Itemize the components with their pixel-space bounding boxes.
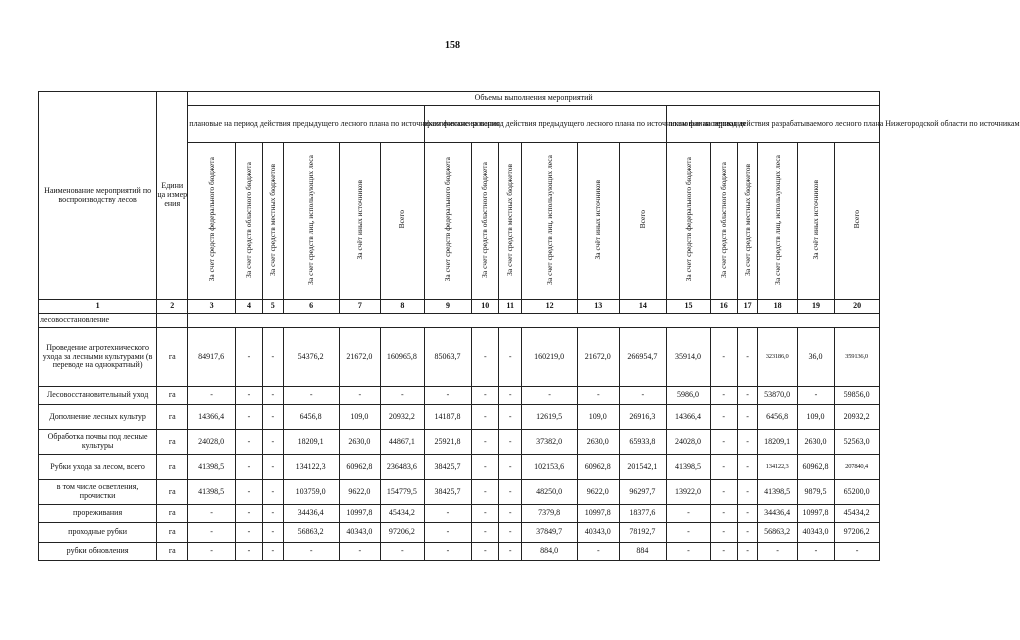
table-row bbox=[39, 387, 880, 405]
column-number: 4 bbox=[235, 300, 262, 314]
row-activity-name: рубки обновления bbox=[39, 543, 157, 561]
table-row bbox=[39, 405, 880, 430]
table-cell: - bbox=[188, 387, 236, 405]
table-cell: 65200,0 bbox=[835, 480, 880, 505]
table-cell: 53870,0 bbox=[758, 387, 797, 405]
table-cell: 134122,3 bbox=[283, 455, 339, 480]
table-cell: - bbox=[710, 523, 737, 543]
table-cell: - bbox=[499, 405, 522, 430]
column-number: 15 bbox=[667, 300, 711, 314]
table-cell: 134122,3 bbox=[758, 455, 797, 480]
table-cell: - bbox=[499, 523, 522, 543]
column-number-row bbox=[39, 300, 880, 314]
header-volumes: Объемы выполнения мероприятий bbox=[188, 92, 880, 106]
table-cell: - bbox=[710, 455, 737, 480]
column-number: 9 bbox=[424, 300, 472, 314]
table-cell: 18209,1 bbox=[283, 430, 339, 455]
table-cell: - bbox=[283, 543, 339, 561]
row-activity-name: Дополнение лесных культур bbox=[39, 405, 157, 430]
row-unit: га bbox=[157, 523, 188, 543]
table-cell: - bbox=[710, 505, 737, 523]
table-cell: 24028,0 bbox=[188, 430, 236, 455]
table-cell: - bbox=[262, 505, 283, 523]
table-cell: - bbox=[710, 543, 737, 561]
column-number: 16 bbox=[710, 300, 737, 314]
table-cell: - bbox=[235, 543, 262, 561]
table-cell: 48250,0 bbox=[522, 480, 578, 505]
table-cell: 2630,0 bbox=[797, 430, 834, 455]
table-cell: - bbox=[235, 505, 262, 523]
table-cell: - bbox=[710, 328, 737, 387]
column-number: 13 bbox=[578, 300, 619, 314]
table-cell: 12619,5 bbox=[522, 405, 578, 430]
table-cell: - bbox=[339, 387, 380, 405]
header-activity-name: Наименование мероприятий по воспроизводству лесов bbox=[39, 92, 157, 300]
table-cell: - bbox=[667, 505, 711, 523]
column-number: 5 bbox=[262, 300, 283, 314]
column-number: 7 bbox=[339, 300, 380, 314]
table-cell: - bbox=[472, 543, 499, 561]
column-number: 6 bbox=[283, 300, 339, 314]
table-cell: - bbox=[737, 480, 758, 505]
table-cell: 109,0 bbox=[339, 405, 380, 430]
table-cell: - bbox=[472, 430, 499, 455]
row-activity-name: в том числе осветления, прочистки bbox=[39, 480, 157, 505]
column-number: 8 bbox=[381, 300, 425, 314]
table-cell: - bbox=[667, 523, 711, 543]
table-cell: - bbox=[283, 387, 339, 405]
header-source-other: За счёт иных источников bbox=[578, 143, 619, 300]
reforestation-table bbox=[38, 91, 1020, 561]
table-cell: - bbox=[667, 543, 711, 561]
table-cell: 10997,8 bbox=[797, 505, 834, 523]
table-cell: 41398,5 bbox=[758, 480, 797, 505]
table-cell: - bbox=[235, 523, 262, 543]
table-cell: - bbox=[235, 480, 262, 505]
table-cell: - bbox=[262, 543, 283, 561]
table-cell: - bbox=[424, 523, 472, 543]
row-activity-name: Обработка почвы под лесные культуры bbox=[39, 430, 157, 455]
table-cell: - bbox=[737, 387, 758, 405]
table-cell: 45434,2 bbox=[835, 505, 880, 523]
row-unit: га bbox=[157, 387, 188, 405]
header-group-planned-new: плановые на период действия разрабатываемого лесного плана Нижегородской области по источникам bbox=[667, 106, 880, 143]
section-label: лесовосстановление bbox=[39, 314, 157, 328]
table-row bbox=[39, 543, 880, 561]
column-number: 20 bbox=[835, 300, 880, 314]
table-cell: - bbox=[737, 543, 758, 561]
table-row bbox=[39, 455, 880, 480]
table-cell: - bbox=[262, 480, 283, 505]
table-cell: 18377,6 bbox=[619, 505, 667, 523]
table-cell: 85063,7 bbox=[424, 328, 472, 387]
row-activity-name: Лесовосстановительный уход bbox=[39, 387, 157, 405]
header-group-actual-prev: фактические за период действия предыдущего лесного плана по источникам финансирования bbox=[424, 106, 667, 143]
table-cell: - bbox=[499, 505, 522, 523]
table-cell: 37382,0 bbox=[522, 430, 578, 455]
table-cell: 41398,5 bbox=[188, 455, 236, 480]
section-row bbox=[39, 314, 880, 328]
table-cell: - bbox=[619, 387, 667, 405]
table-cell: - bbox=[737, 328, 758, 387]
table-cell: 109,0 bbox=[797, 405, 834, 430]
table-wrapper bbox=[38, 91, 1020, 561]
column-number: 17 bbox=[737, 300, 758, 314]
table-cell: 96297,7 bbox=[619, 480, 667, 505]
table-cell: - bbox=[235, 387, 262, 405]
row-unit: га bbox=[157, 505, 188, 523]
row-unit: га bbox=[157, 543, 188, 561]
table-body bbox=[39, 300, 880, 561]
table-cell: - bbox=[710, 480, 737, 505]
header-source-regional: За счет средств областного бюджета bbox=[235, 143, 262, 300]
row-unit: га bbox=[157, 405, 188, 430]
table-cell: - bbox=[472, 328, 499, 387]
column-number: 18 bbox=[758, 300, 797, 314]
header-source-forest-users: За счет средств лиц, использующих леса bbox=[283, 143, 339, 300]
table-cell: 41398,5 bbox=[188, 480, 236, 505]
row-unit: га bbox=[157, 455, 188, 480]
table-cell: 65933,8 bbox=[619, 430, 667, 455]
table-cell: - bbox=[499, 328, 522, 387]
table-cell: 40343,0 bbox=[339, 523, 380, 543]
table-cell: - bbox=[710, 430, 737, 455]
header-source-local: За счет средств местных бюджетов bbox=[499, 143, 522, 300]
column-number: 1 bbox=[39, 300, 157, 314]
table-row bbox=[39, 480, 880, 505]
header-source-total: Всего bbox=[619, 143, 667, 300]
table-cell: 97206,2 bbox=[835, 523, 880, 543]
table-cell: 97206,2 bbox=[381, 523, 425, 543]
table-cell: - bbox=[262, 387, 283, 405]
table-cell: 236483,6 bbox=[381, 455, 425, 480]
table-cell: 266954,7 bbox=[619, 328, 667, 387]
row-unit: га bbox=[157, 328, 188, 387]
table-cell: - bbox=[262, 523, 283, 543]
table-cell: - bbox=[424, 543, 472, 561]
table-cell: - bbox=[188, 505, 236, 523]
header-source-total: Всего bbox=[381, 143, 425, 300]
table-cell: - bbox=[235, 405, 262, 430]
table-cell: - bbox=[499, 430, 522, 455]
table-cell: 9879,5 bbox=[797, 480, 834, 505]
table-cell: 56863,2 bbox=[283, 523, 339, 543]
table-cell: 38425,7 bbox=[424, 480, 472, 505]
table-cell: 38425,7 bbox=[424, 455, 472, 480]
table-cell: 35914,0 bbox=[667, 328, 711, 387]
table-cell: - bbox=[381, 387, 425, 405]
table-cell: 359136,0 bbox=[835, 328, 880, 387]
table-cell: - bbox=[472, 455, 499, 480]
table-cell: - bbox=[424, 387, 472, 405]
table-cell: - bbox=[522, 387, 578, 405]
table-cell: 78192,7 bbox=[619, 523, 667, 543]
table-cell: 9622,0 bbox=[578, 480, 619, 505]
row-activity-name: прореживания bbox=[39, 505, 157, 523]
header-source-federal: За счет средств федерального бюджета bbox=[188, 143, 236, 300]
table-cell: - bbox=[737, 405, 758, 430]
table-cell: 6456,8 bbox=[758, 405, 797, 430]
header-unit: Едини ца измер ения bbox=[157, 92, 188, 300]
table-cell: 207840,4 bbox=[835, 455, 880, 480]
table-cell: - bbox=[737, 455, 758, 480]
table-cell: - bbox=[737, 523, 758, 543]
table-cell: - bbox=[235, 328, 262, 387]
header-source-regional: За счет средств областного бюджета bbox=[472, 143, 499, 300]
table-row bbox=[39, 328, 880, 387]
header-source-forest-users: За счет средств лиц, использующих леса bbox=[522, 143, 578, 300]
table-cell: - bbox=[424, 505, 472, 523]
table-cell: 14366,4 bbox=[188, 405, 236, 430]
column-number: 10 bbox=[472, 300, 499, 314]
table-cell: - bbox=[472, 480, 499, 505]
table-cell: 109,0 bbox=[578, 405, 619, 430]
table-row bbox=[39, 430, 880, 455]
table-cell: - bbox=[499, 387, 522, 405]
table-cell: 102153,6 bbox=[522, 455, 578, 480]
table-cell: 10997,8 bbox=[339, 505, 380, 523]
table-cell: - bbox=[235, 430, 262, 455]
header-source-federal: За счет средств федерального бюджета bbox=[424, 143, 472, 300]
table-cell: 40343,0 bbox=[578, 523, 619, 543]
row-activity-name: проходные рубки bbox=[39, 523, 157, 543]
table-cell: 13922,0 bbox=[667, 480, 711, 505]
table-cell: 7379,8 bbox=[522, 505, 578, 523]
table-cell: 60962,8 bbox=[578, 455, 619, 480]
table-cell: - bbox=[262, 328, 283, 387]
table-cell: - bbox=[499, 480, 522, 505]
table-cell: 54376,2 bbox=[283, 328, 339, 387]
table-row bbox=[39, 505, 880, 523]
table-cell: 44867,1 bbox=[381, 430, 425, 455]
table-cell: - bbox=[797, 543, 834, 561]
table-cell: - bbox=[737, 505, 758, 523]
column-number: 3 bbox=[188, 300, 236, 314]
row-unit: га bbox=[157, 430, 188, 455]
table-cell: - bbox=[710, 387, 737, 405]
table-cell: - bbox=[262, 455, 283, 480]
table-cell: - bbox=[472, 387, 499, 405]
table-cell: - bbox=[472, 405, 499, 430]
table-cell: 14187,8 bbox=[424, 405, 472, 430]
table-cell: - bbox=[578, 387, 619, 405]
table-cell: 10997,8 bbox=[578, 505, 619, 523]
column-number: 12 bbox=[522, 300, 578, 314]
table-cell: - bbox=[499, 455, 522, 480]
table-cell: 25921,8 bbox=[424, 430, 472, 455]
row-unit: га bbox=[157, 480, 188, 505]
table-cell: - bbox=[758, 543, 797, 561]
table-cell: 52563,0 bbox=[835, 430, 880, 455]
table-cell: 34436,4 bbox=[283, 505, 339, 523]
table-cell: 2630,0 bbox=[578, 430, 619, 455]
table-cell: 60962,8 bbox=[797, 455, 834, 480]
table-cell: 14366,4 bbox=[667, 405, 711, 430]
header-source-total: Всего bbox=[835, 143, 880, 300]
table-cell: 160219,0 bbox=[522, 328, 578, 387]
header-source-other: За счёт иных источников bbox=[797, 143, 834, 300]
table-cell: - bbox=[339, 543, 380, 561]
table-cell: - bbox=[235, 455, 262, 480]
header-source-local: За счет средств местных бюджетов bbox=[262, 143, 283, 300]
table-cell: 56863,2 bbox=[758, 523, 797, 543]
table-cell: 18209,1 bbox=[758, 430, 797, 455]
table-cell: - bbox=[381, 543, 425, 561]
table-cell: 201542,1 bbox=[619, 455, 667, 480]
table-cell: 103759,0 bbox=[283, 480, 339, 505]
table-cell: - bbox=[797, 387, 834, 405]
header-source-other: За счёт иных источников bbox=[339, 143, 380, 300]
table-cell: 59856,0 bbox=[835, 387, 880, 405]
column-number: 2 bbox=[157, 300, 188, 314]
header-source-local: За счет средств местных бюджетов bbox=[737, 143, 758, 300]
header-source-regional: За счет средств областного бюджета bbox=[710, 143, 737, 300]
table-cell: 37849,7 bbox=[522, 523, 578, 543]
page-number: 158 bbox=[445, 40, 460, 51]
table-cell: 45434,2 bbox=[381, 505, 425, 523]
column-number: 19 bbox=[797, 300, 834, 314]
table-cell: - bbox=[578, 543, 619, 561]
table-cell: - bbox=[262, 405, 283, 430]
table-cell: - bbox=[835, 543, 880, 561]
table-cell: 21672,0 bbox=[578, 328, 619, 387]
table-cell: 5986,0 bbox=[667, 387, 711, 405]
table-cell: 884,0 bbox=[522, 543, 578, 561]
table-cell: - bbox=[737, 430, 758, 455]
table-cell: 160965,8 bbox=[381, 328, 425, 387]
table-cell: 154779,5 bbox=[381, 480, 425, 505]
table-cell: 20932,2 bbox=[835, 405, 880, 430]
table-cell: - bbox=[188, 543, 236, 561]
table-cell: - bbox=[262, 430, 283, 455]
table-cell: 26916,3 bbox=[619, 405, 667, 430]
row-activity-name: Проведение агротехнического ухода за лесными культурами (в переводе на однократный) bbox=[39, 328, 157, 387]
table-cell: - bbox=[499, 543, 522, 561]
column-number: 11 bbox=[499, 300, 522, 314]
table-cell: 41398,5 bbox=[667, 455, 711, 480]
table-cell: - bbox=[472, 505, 499, 523]
table-cell: 60962,8 bbox=[339, 455, 380, 480]
header-source-forest-users: За счет средств лиц, использующих леса bbox=[758, 143, 797, 300]
table-cell: 40343,0 bbox=[797, 523, 834, 543]
table-cell: 21672,0 bbox=[339, 328, 380, 387]
table-cell: 36,0 bbox=[797, 328, 834, 387]
table-cell: 884 bbox=[619, 543, 667, 561]
table-cell: 84917,6 bbox=[188, 328, 236, 387]
table-cell: 2630,0 bbox=[339, 430, 380, 455]
table-cell: - bbox=[710, 405, 737, 430]
table-cell: - bbox=[472, 523, 499, 543]
table-cell: 6456,8 bbox=[283, 405, 339, 430]
row-activity-name: Рубки ухода за лесом, всего bbox=[39, 455, 157, 480]
header-source-federal: За счет средств федерального бюджета bbox=[667, 143, 711, 300]
table-row bbox=[39, 523, 880, 543]
header-group-planned-prev: плановые на период действия предыдущего лесного плана по источникам финансирования bbox=[188, 106, 424, 143]
table-cell: - bbox=[188, 523, 236, 543]
table-cell: 20932,2 bbox=[381, 405, 425, 430]
table-cell: 24028,0 bbox=[667, 430, 711, 455]
table-cell: 34436,4 bbox=[758, 505, 797, 523]
table-cell: 323186,0 bbox=[758, 328, 797, 387]
table-cell: 9622,0 bbox=[339, 480, 380, 505]
column-number: 14 bbox=[619, 300, 667, 314]
